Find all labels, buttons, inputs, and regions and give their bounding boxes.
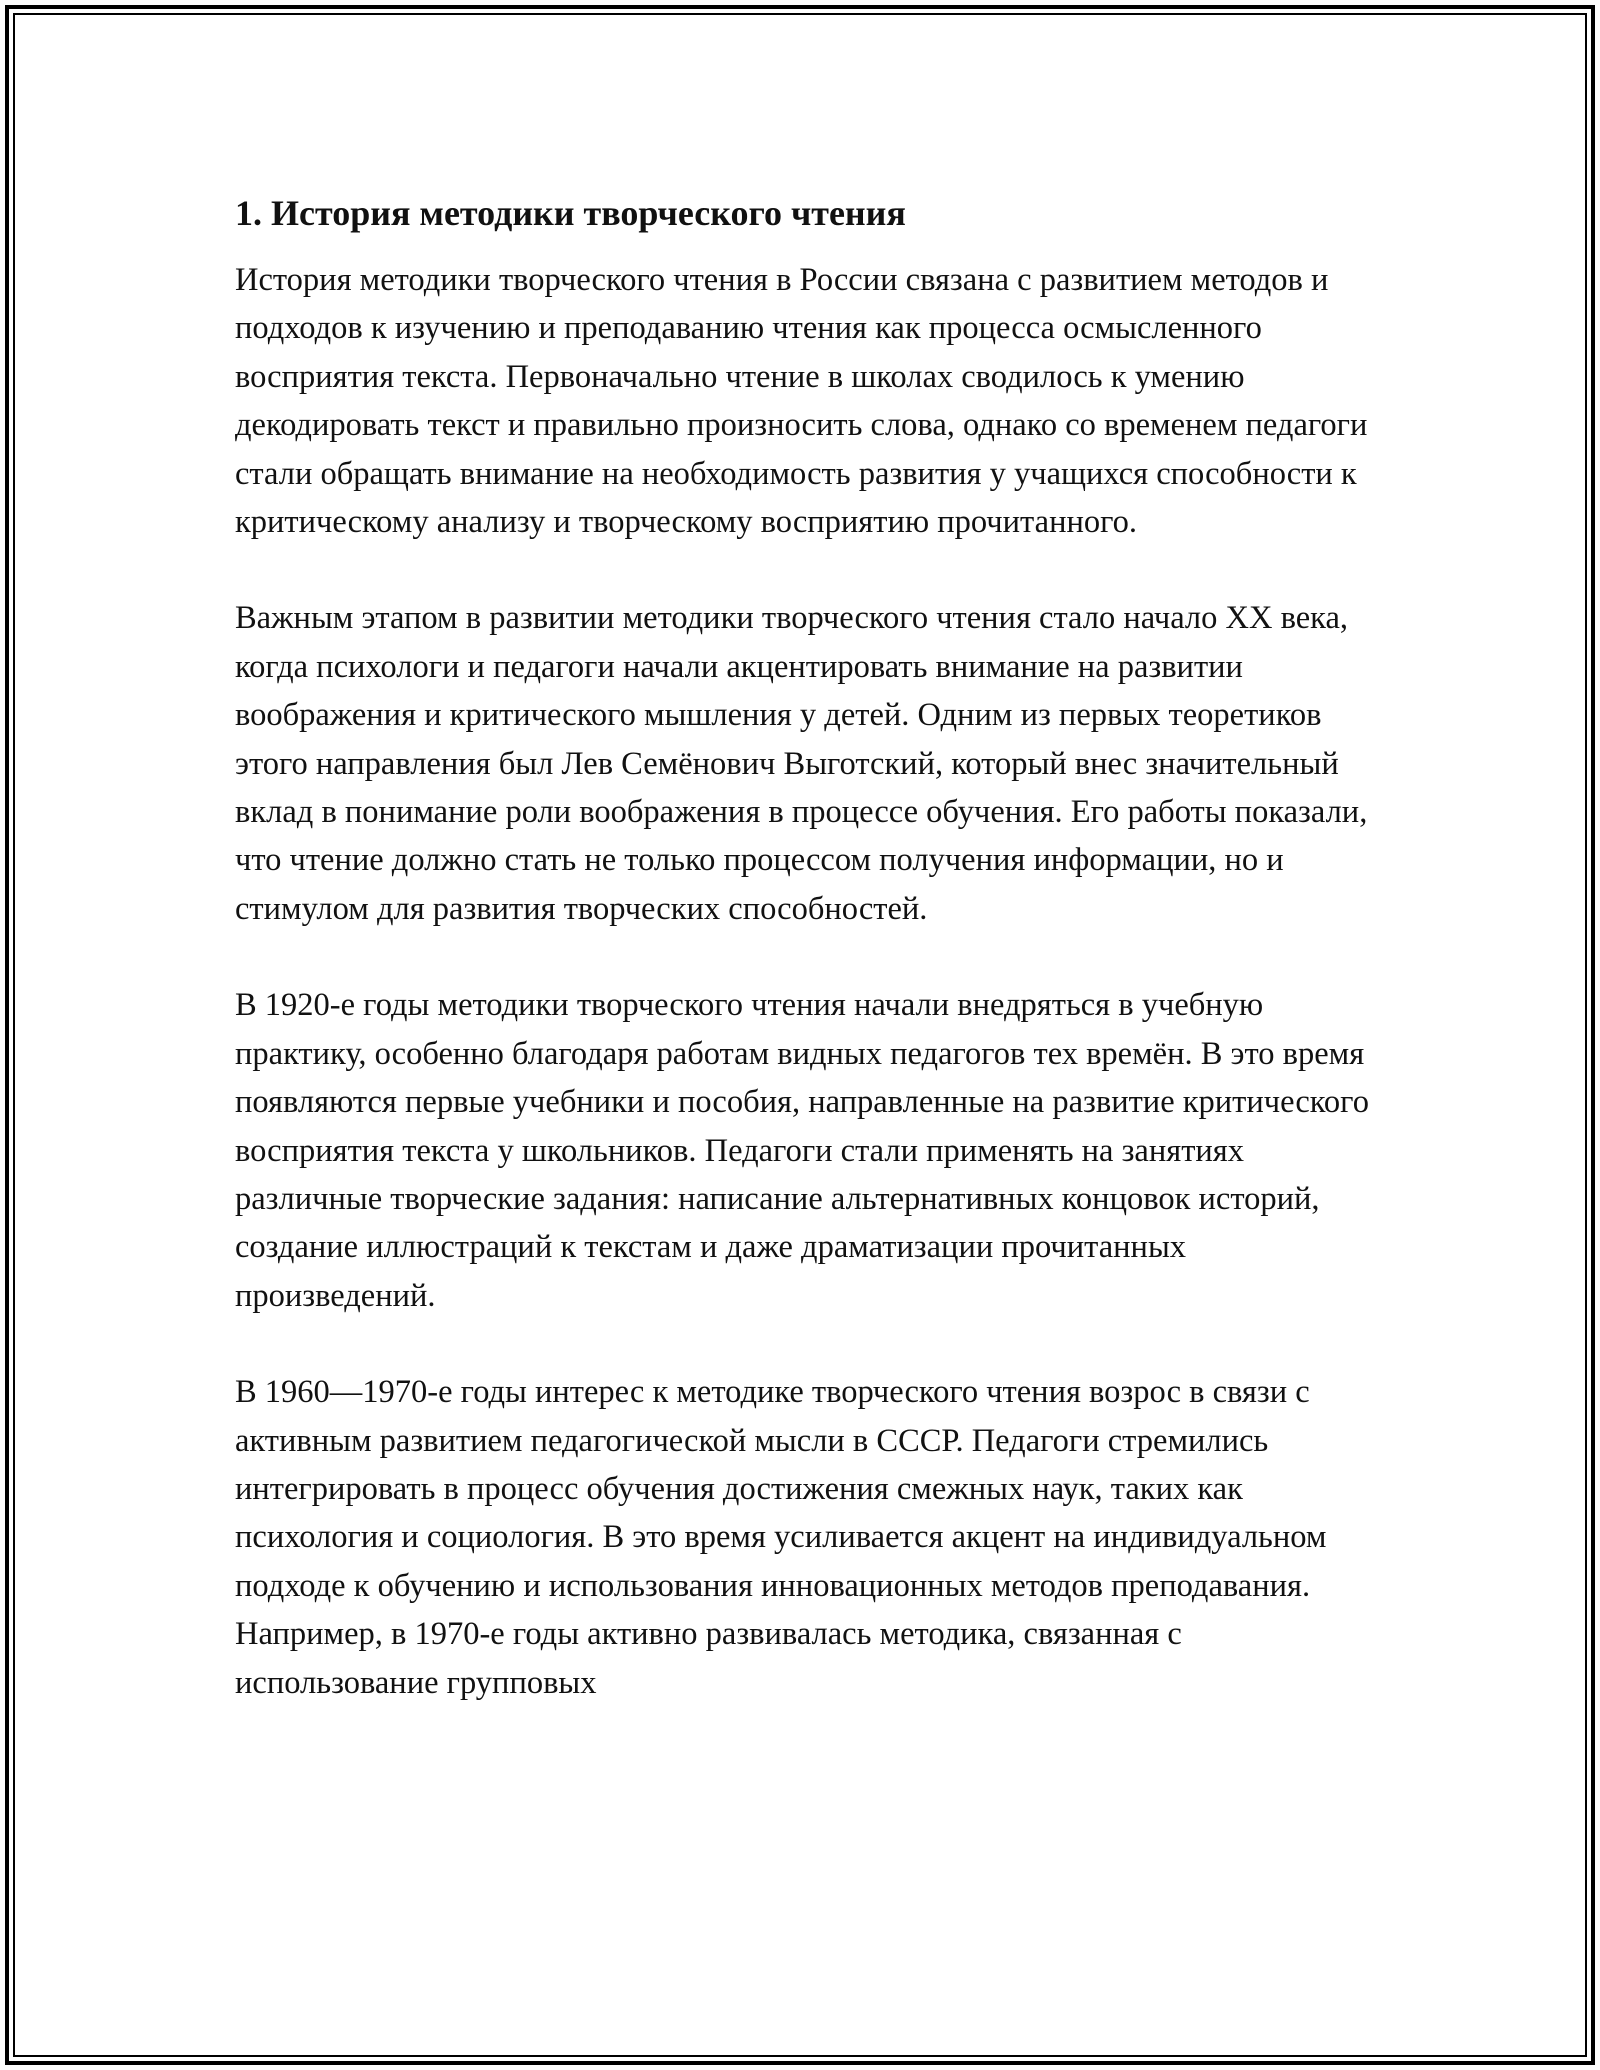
paragraph-2: Важным этапом в развитии методики творческого чтения стало начало XX века, когда психологи и педагоги начали акцентировать внимание на развитии воображения и критического мышления у детей. Одним из первых теоретиков этого направления был Лев Семёнович Выготский, который внес значительный вклад в понимание роли воображения в процессе обучения. Его работы показали, что чтение должно стать не только процессом получения информации, но и стимулом для развития творческих способностей.	[235, 600, 1368, 927]
paragraph-4: В 1960—1970-е годы интерес к методике творческого чтения возрос в связи с активным развитием педагогической мысли в СССР. Педагоги стремились интегрировать в процесс обучения достижения смежных наук, таких как психология и социология. В это время усиливается акцент на индивидуальном подходе к обучению и использования инновационных методов преподавания. Например, в 1970-е годы активно развивалась методика, связанная с использование групповых	[235, 1374, 1327, 1701]
document-body	[235, 190, 1370, 1755]
paragraph-1: История методики творческого чтения в России связана с развитием методов и подходов к изучению и преподаванию чтения как процесса осмысленного восприятия текста. Первоначально чтение в школах сводилось к умению декодировать текст и правильно произносить слова, однако со временем педагоги стали обращать внимание на необходимость развития у учащихся способности к критическому анализу и творческому восприятию прочитанного.	[235, 262, 1368, 541]
paragraph-3: В 1920-е годы методики творческого чтения начали внедряться в учебную практику, особенно благодаря работам видных педагогов тех времён. В это время появляются первые учебники и пособия, направленные на развитие критического восприятия текста у школьников. Педагоги стали применять на занятиях различные творческие задания: написание альтернативных концовок историй, создание иллюстраций к текстам и даже драматизации прочитанных произведений.	[235, 987, 1369, 1314]
section-heading: 1. История методики творческого чтения	[235, 193, 906, 233]
